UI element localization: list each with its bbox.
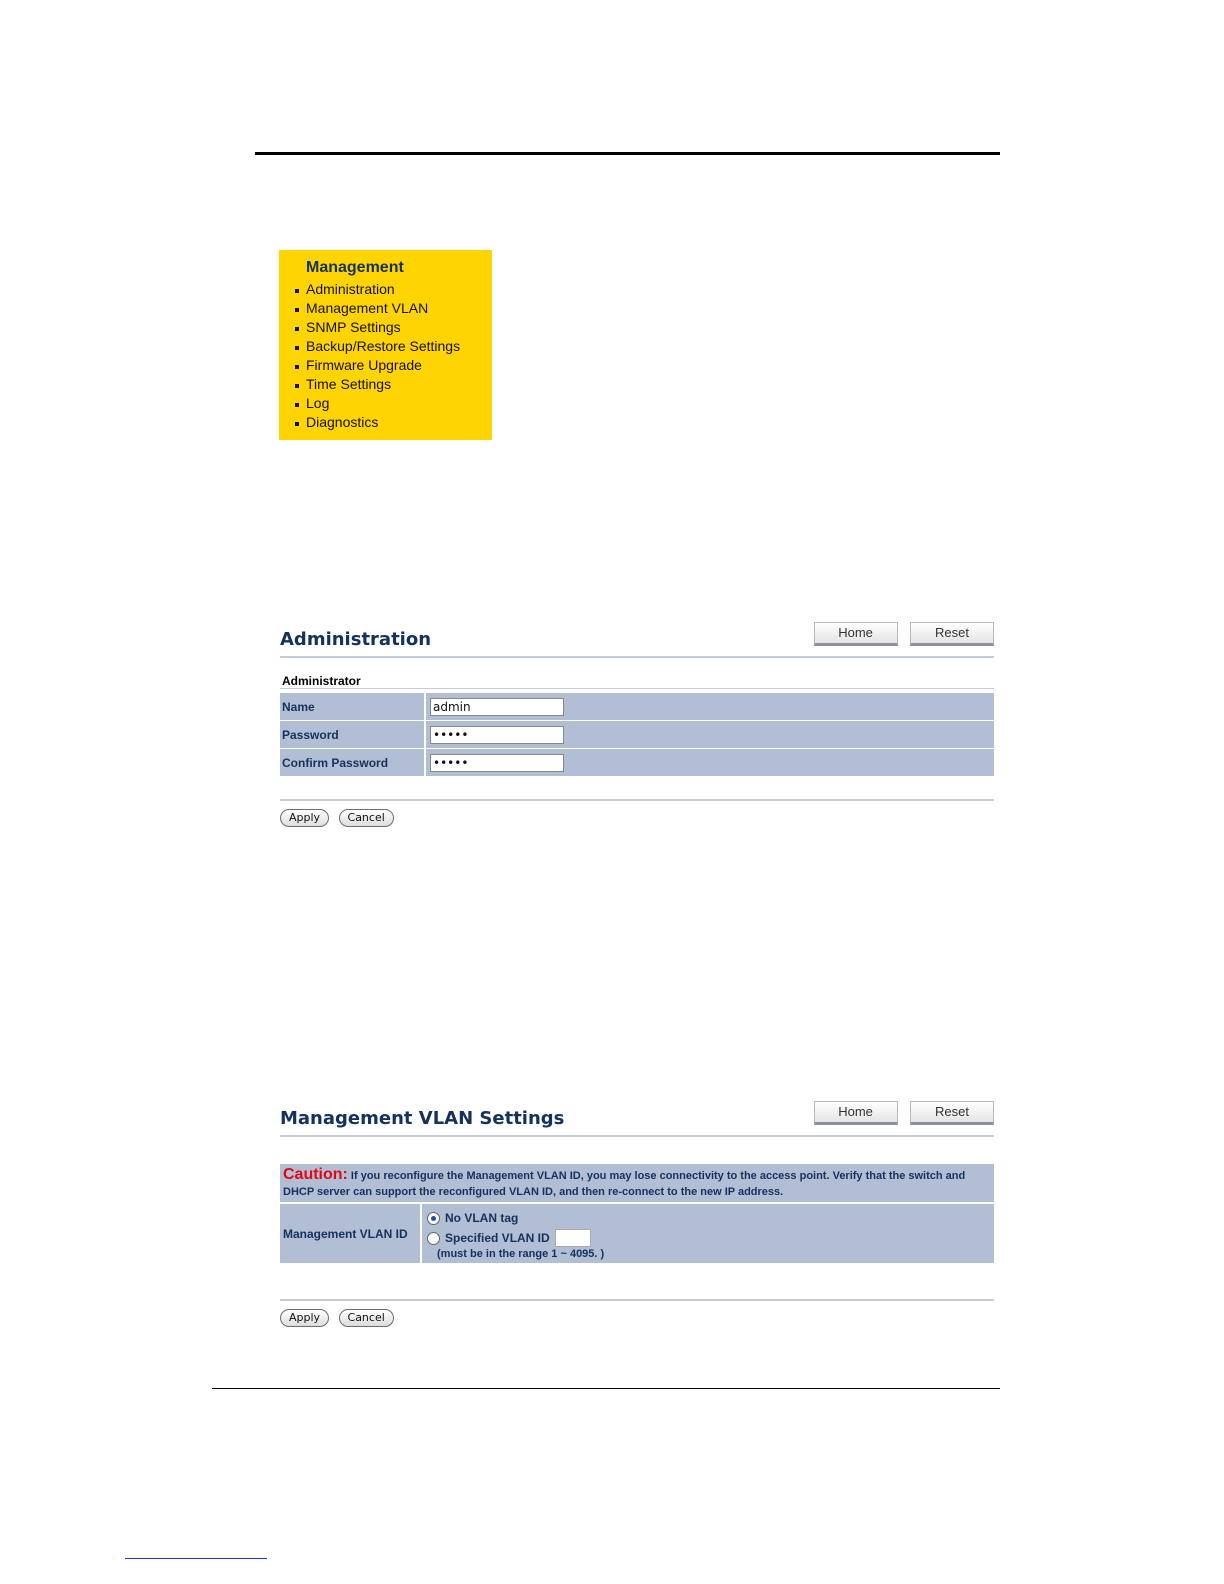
name-cell xyxy=(426,693,994,720)
home-button[interactable]: Home xyxy=(814,1101,898,1125)
management-vlan-id-label: Management VLAN ID xyxy=(280,1204,422,1263)
page-bottom-rule xyxy=(212,1388,1000,1389)
page-top-rule xyxy=(255,152,1000,155)
no-vlan-tag-option[interactable] xyxy=(427,1208,994,1228)
vlan-id-input[interactable] xyxy=(555,1229,591,1247)
apply-button[interactable]: Apply xyxy=(280,1309,329,1327)
no-vlan-tag-label: No VLAN tag xyxy=(445,1211,519,1225)
apply-button[interactable]: Apply xyxy=(280,809,329,827)
bullet-icon xyxy=(295,384,299,388)
vlan-actions xyxy=(280,1308,994,1327)
bullet-icon xyxy=(295,403,299,407)
password-cell xyxy=(426,721,994,748)
cancel-button[interactable]: Cancel xyxy=(339,1309,394,1327)
management-menu-title: Management xyxy=(306,259,404,276)
menu-item-management-vlan[interactable] xyxy=(306,299,492,318)
menu-item-time-settings[interactable] xyxy=(306,375,492,394)
reset-button[interactable]: Reset xyxy=(910,622,994,646)
bullet-icon xyxy=(295,346,299,350)
administration-panel xyxy=(280,622,994,827)
divider xyxy=(280,799,994,801)
password-input[interactable] xyxy=(430,726,564,744)
bullet-icon xyxy=(295,289,299,293)
management-vlan-id-row xyxy=(280,1204,994,1263)
footer-link-underline xyxy=(125,1558,267,1559)
management-vlan-id-options xyxy=(422,1204,994,1263)
menu-item-administration[interactable] xyxy=(306,280,492,299)
section-title-administrator: Administrator xyxy=(280,670,994,689)
page-title: Administration xyxy=(280,629,432,650)
caution-message xyxy=(280,1164,994,1202)
caution-label: Caution: xyxy=(283,1166,348,1183)
specified-vlan-id-label: Specified VLAN ID xyxy=(445,1231,550,1245)
confirm-password-input[interactable] xyxy=(430,754,564,772)
confirm-password-row xyxy=(280,749,994,776)
page-title: Management VLAN Settings xyxy=(280,1108,565,1129)
menu-item-label: Time Settings xyxy=(306,376,392,392)
name-label: Name xyxy=(280,693,426,720)
header-buttons xyxy=(806,1101,994,1125)
specified-vlan-id-option[interactable] xyxy=(427,1228,994,1248)
management-vlan-panel xyxy=(280,1101,994,1327)
cancel-button[interactable]: Cancel xyxy=(339,809,394,827)
administration-actions xyxy=(280,808,994,827)
management-menu xyxy=(279,250,492,440)
name-input[interactable] xyxy=(430,698,564,716)
bullet-icon xyxy=(295,308,299,312)
menu-item-snmp-settings[interactable] xyxy=(306,318,492,337)
menu-item-label: SNMP Settings xyxy=(306,319,401,335)
administration-header xyxy=(280,622,994,658)
confirm-password-label: Confirm Password xyxy=(280,749,426,776)
divider xyxy=(280,1299,994,1301)
menu-item-diagnostics[interactable] xyxy=(306,413,492,432)
caution-text: If you reconfigure the Management VLAN ID, you may lose connectivity to the access point. Verify that the switch and DHCP server can support the reconfigured VLAN ID, and then re-connect to the new IP address. xyxy=(283,1170,966,1198)
name-row xyxy=(280,693,994,720)
menu-item-label: Management VLAN xyxy=(306,300,429,316)
menu-item-label: Backup/Restore Settings xyxy=(306,338,461,354)
vlan-header xyxy=(280,1101,994,1137)
menu-item-log[interactable] xyxy=(306,394,492,413)
menu-item-backup-restore[interactable] xyxy=(306,337,492,356)
menu-item-label: Administration xyxy=(306,281,395,297)
vlan-range-note: (must be in the range 1 ~ 4095. ) xyxy=(437,1248,605,1260)
header-buttons xyxy=(806,622,994,646)
menu-item-label: Diagnostics xyxy=(306,414,379,430)
confirm-password-cell xyxy=(426,749,994,776)
bullet-icon xyxy=(295,422,299,426)
bullet-icon xyxy=(295,365,299,369)
no-vlan-tag-radio[interactable] xyxy=(427,1212,440,1225)
management-menu-list xyxy=(306,280,492,432)
menu-item-firmware-upgrade[interactable] xyxy=(306,356,492,375)
reset-button[interactable]: Reset xyxy=(910,1101,994,1125)
password-row xyxy=(280,721,994,748)
menu-item-label: Log xyxy=(306,395,330,411)
menu-item-label: Firmware Upgrade xyxy=(306,357,422,373)
password-label: Password xyxy=(280,721,426,748)
administrator-form xyxy=(280,692,994,777)
home-button[interactable]: Home xyxy=(814,622,898,646)
specified-vlan-id-radio[interactable] xyxy=(427,1232,440,1245)
bullet-icon xyxy=(295,327,299,331)
